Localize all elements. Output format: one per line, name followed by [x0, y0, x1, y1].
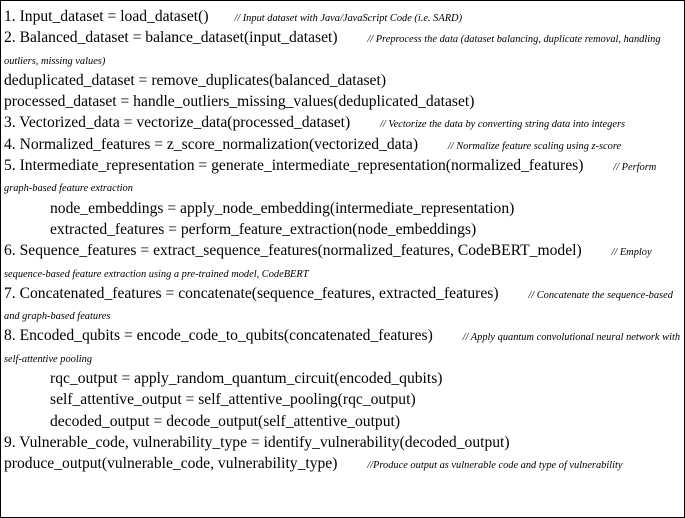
line-7	[4, 155, 681, 198]
line-1	[4, 6, 681, 27]
line-5	[4, 112, 681, 133]
code-text: processed_dataset = handle_outliers_missing_values(deduplicated_dataset)	[4, 93, 475, 111]
code-text: 1. Input_dataset = load_dataset()	[4, 8, 209, 25]
line-14	[4, 389, 681, 410]
code-text: node_embeddings = apply_node_embedding(intermediate_representation)	[50, 199, 515, 217]
comment-text: // Apply quantum convolutional neural network with self-attentive pooling	[4, 332, 681, 365]
code-text: produce_output(vulnerable_code, vulnerability_type)	[4, 455, 338, 473]
line-6	[4, 134, 681, 155]
code-text: 9. Vulnerable_code, vulnerability_type = identify_vulnerability(decoded_output)	[4, 433, 510, 451]
comment-text: // Normalize feature scaling using z-score	[447, 140, 622, 152]
code-text: rqc_output = apply_random_quantum_circuit(encoded_qubits)	[50, 370, 443, 388]
line-2	[4, 27, 681, 70]
line-3	[4, 70, 681, 91]
comment-text: // Input dataset with Java/JavaScript Code (i.e. SARD)	[234, 13, 463, 24]
line-12	[4, 325, 681, 368]
line-16	[4, 432, 681, 453]
line-4	[4, 91, 681, 112]
comment-text: // Vectorize the data by converting string data into integers	[380, 119, 626, 131]
comment-text: // Preprocess the data (dataset balancing, duplicate removal, handling outliers, missing values)	[4, 34, 661, 67]
line-8	[4, 198, 681, 219]
line-15	[4, 411, 681, 432]
comment-text: // Employ sequence-based feature extraction using a pre-trained model, CodeBERT	[4, 247, 652, 280]
comment-text: // Concatenate the sequence-based and graph-based features	[4, 289, 673, 323]
line-13	[4, 368, 681, 389]
code-text: 7. Concatenated_features = concatenate(sequence_features, extracted_features)	[4, 284, 499, 302]
code-text: decoded_output = decode_output(self_attentive_output)	[50, 412, 401, 430]
code-text: 5. Intermediate_representation = generate_intermediate_representation(normalized_features)	[4, 157, 584, 175]
code-text: self_attentive_output = self_attentive_pooling(rqc_output)	[50, 391, 416, 409]
algorithm-body	[4, 6, 681, 475]
code-text: 6. Sequence_features = extract_sequence_features(normalized_features, CodeBERT_model)	[4, 242, 582, 260]
comment-text: // Perform graph-based feature extraction	[4, 162, 657, 195]
code-text: 3. Vectorized_data = vectorize_data(processed_dataset)	[4, 114, 351, 132]
comment-text: //Produce output as vulnerable code and type of vulnerability	[367, 460, 623, 472]
code-text: 8. Encoded_qubits = encode_code_to_qubits(concatenated_features)	[4, 327, 433, 345]
code-text: deduplicated_dataset = remove_duplicates(balanced_dataset)	[4, 71, 387, 89]
code-text: 2. Balanced_dataset = balance_dataset(input_dataset)	[4, 29, 338, 47]
line-9	[4, 219, 681, 240]
line-10	[4, 240, 681, 283]
code-text: extracted_features = perform_feature_extraction(node_embeddings)	[50, 220, 477, 238]
line-11	[4, 283, 681, 326]
code-text: 4. Normalized_features = z_score_normalization(vectorized_data)	[4, 135, 419, 153]
line-17	[4, 453, 681, 474]
